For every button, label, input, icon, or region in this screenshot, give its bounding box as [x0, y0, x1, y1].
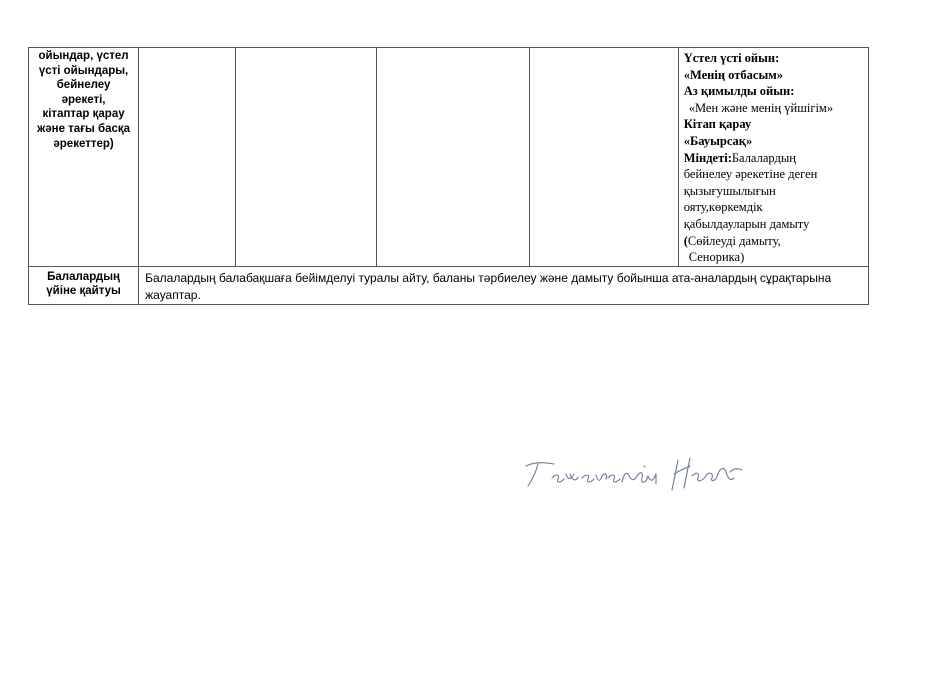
handwritten-signature [520, 452, 760, 502]
heading-line: үсті ойындары, [38, 64, 129, 77]
friday-cell [678, 48, 868, 267]
task-subjects: Сөйлеуді дамыту, [687, 233, 781, 248]
friday-activities [679, 48, 868, 266]
heading-line: ойындар, үстел [38, 50, 129, 62]
book-reading-label: Кітап қарау [683, 117, 752, 132]
tuesday-cell [236, 48, 377, 267]
going-home-row [29, 266, 869, 304]
task-subjects-paren: ( [683, 233, 688, 248]
low-mobility-game-title: «Мен және менің үйшігім» [688, 100, 834, 115]
activity-type-heading-cell [29, 48, 139, 267]
task-subjects-line [684, 233, 866, 250]
task-subjects-line-2: Сенорика) [688, 250, 745, 265]
going-home-label-line: Балалардың [47, 270, 120, 283]
monday-cell [139, 48, 236, 267]
weekly-plan-table [28, 47, 869, 305]
task-text-line: қабылдауларын дамыту [683, 216, 810, 231]
heading-line: және тағы басқа [37, 122, 131, 135]
task-text-line: қызығушылығын [683, 183, 776, 198]
task-text-line: ояту,көркемдік [683, 200, 763, 215]
task-text: Балалардың [731, 150, 796, 165]
heading-line: әрекеті, [61, 93, 106, 106]
going-home-label-line: үйіне қайтуы [46, 284, 121, 297]
heading-line: әрекеттер) [53, 137, 114, 150]
low-mobility-game-label: Аз қимылды ойын: [683, 84, 795, 99]
heading-line: кітаптар қарау [42, 108, 125, 121]
task-label: Міндеті: [683, 150, 732, 165]
task-first-line [684, 150, 866, 167]
activity-type-heading [29, 48, 138, 151]
activities-row [29, 48, 869, 267]
heading-line: бейнелеу [56, 79, 111, 92]
table-game-title: «Менің отбасым» [683, 67, 783, 82]
going-home-label-cell [29, 266, 139, 304]
going-home-label [29, 267, 138, 298]
task-text-line: бейнелеу әрекетіне деген [683, 167, 818, 182]
table-game-label: Үстел үсті ойын: [683, 51, 780, 65]
thursday-cell [529, 48, 678, 267]
book-title: «Бауырсақ» [683, 133, 753, 148]
wednesday-cell [377, 48, 529, 267]
going-home-text-cell [139, 266, 869, 304]
going-home-text: Балалардың балабақшаға бейімделуі туралы айту, баланы тәрбиелеу және дамыту бойынша ата-аналардың сұрақтарына жауаптар. [145, 270, 832, 302]
